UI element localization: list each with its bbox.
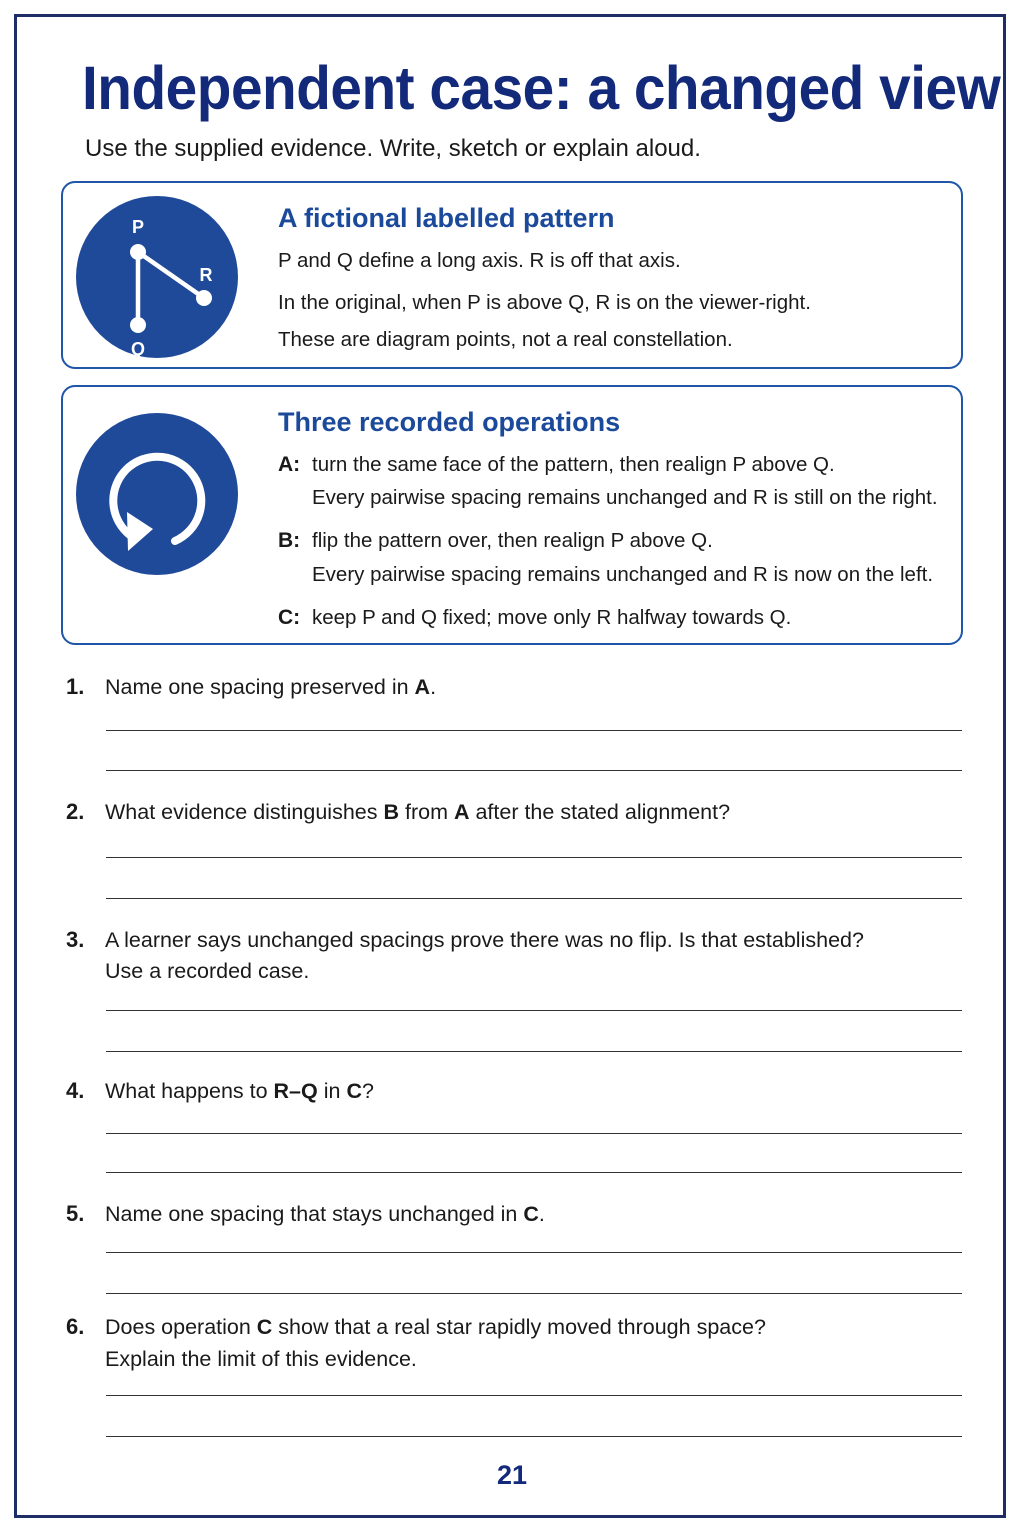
answer-line[interactable] [106,1293,962,1294]
pattern-card-title: A fictional labelled pattern [278,203,615,233]
pattern-line-1: P and Q define a long axis. R is off that axis. [278,249,681,272]
page-number: 21 [496,1460,528,1490]
labelled-points-icon [76,196,238,358]
question-number: 2. [66,799,85,824]
question-text [105,925,864,956]
answer-line[interactable] [106,1252,962,1253]
question-text-part: after the stated alignment? [469,800,731,824]
operation-c-key: C: [278,606,301,629]
pattern-line-3: These are diagram points, not a real constellation. [278,328,733,351]
question-emphasis: A [453,800,470,824]
operations-card [61,385,963,645]
page-title: Independent case: a changed view [82,54,1001,122]
point-p-label: P [131,217,145,237]
answer-line[interactable] [106,1133,962,1134]
question-number: 6. [66,1314,85,1339]
question-text-part: What evidence distinguishes [105,800,384,824]
answer-line[interactable] [106,1436,962,1437]
question-text-part: Name one spacing that stays unchanged in [105,1202,524,1226]
answer-line[interactable] [106,1395,962,1396]
question-text-part: . [538,1202,545,1226]
operation-b-key: B: [278,529,301,552]
question-text-line-2: Use a recorded case. [105,959,310,983]
question-emphasis: C [256,1315,273,1339]
answer-line[interactable] [106,1051,962,1052]
operations-card-title: Three recorded operations [278,407,621,437]
answer-line[interactable] [106,770,962,771]
operation-c-text: keep P and Q fixed; move only R halfway towards Q. [312,606,792,629]
operation-b-note: Every pairwise spacing remains unchanged and R is now on the left. [312,563,934,586]
point-p [130,244,146,260]
question-text-part: Name one spacing preserved in [105,675,415,699]
point-q [130,317,146,333]
point-r-label: R [199,265,213,285]
question-text-part: . [430,675,437,699]
question-text-part: from [399,800,454,824]
question-number: 4. [66,1078,85,1103]
question-text-line-2: Explain the limit of this evidence. [105,1347,417,1371]
answer-line[interactable] [106,1172,962,1173]
answer-line[interactable] [106,730,962,731]
operation-a-text: turn the same face of the pattern, then realign P above Q. [312,453,835,476]
point-r [196,290,212,306]
pattern-line-2: In the original, when P is above Q, R is on the viewer-right. [278,291,811,314]
answer-line[interactable] [106,857,962,858]
question-text-part: in [317,1079,347,1103]
question-text [105,1312,766,1343]
question-text-part: What happens to [105,1079,274,1103]
question-text [105,672,436,703]
question-emphasis: A [414,675,431,699]
point-q-label: Q [130,339,146,358]
pattern-card [61,181,963,369]
answer-line[interactable] [106,1010,962,1011]
operation-a-note: Every pairwise spacing remains unchanged and R is still on the right. [312,486,938,509]
question-emphasis: C [523,1202,539,1226]
question-emphasis: R–Q [273,1079,318,1103]
question-emphasis: B [383,800,399,824]
question-number: 5. [66,1201,85,1226]
answer-line[interactable] [106,898,962,899]
question-text-part: show that a real star rapidly moved through space? [272,1315,766,1339]
question-text-part: A learner says unchanged spacings prove there was no flip. Is that established? [105,928,864,952]
question-text [105,1199,545,1230]
question-text [105,797,730,828]
question-number: 1. [66,674,85,699]
operation-b-text: flip the pattern over, then realign P above Q. [312,529,713,552]
question-emphasis: C [346,1079,362,1103]
rotate-arrow-icon [76,413,238,575]
question-text-part: Does operation [105,1315,257,1339]
page-subtitle: Use the supplied evidence. Write, sketch or explain aloud. [85,135,701,162]
question-number: 3. [66,927,85,952]
question-text [105,1076,374,1107]
question-text-part: ? [361,1079,374,1103]
operation-a-key: A: [278,453,301,476]
